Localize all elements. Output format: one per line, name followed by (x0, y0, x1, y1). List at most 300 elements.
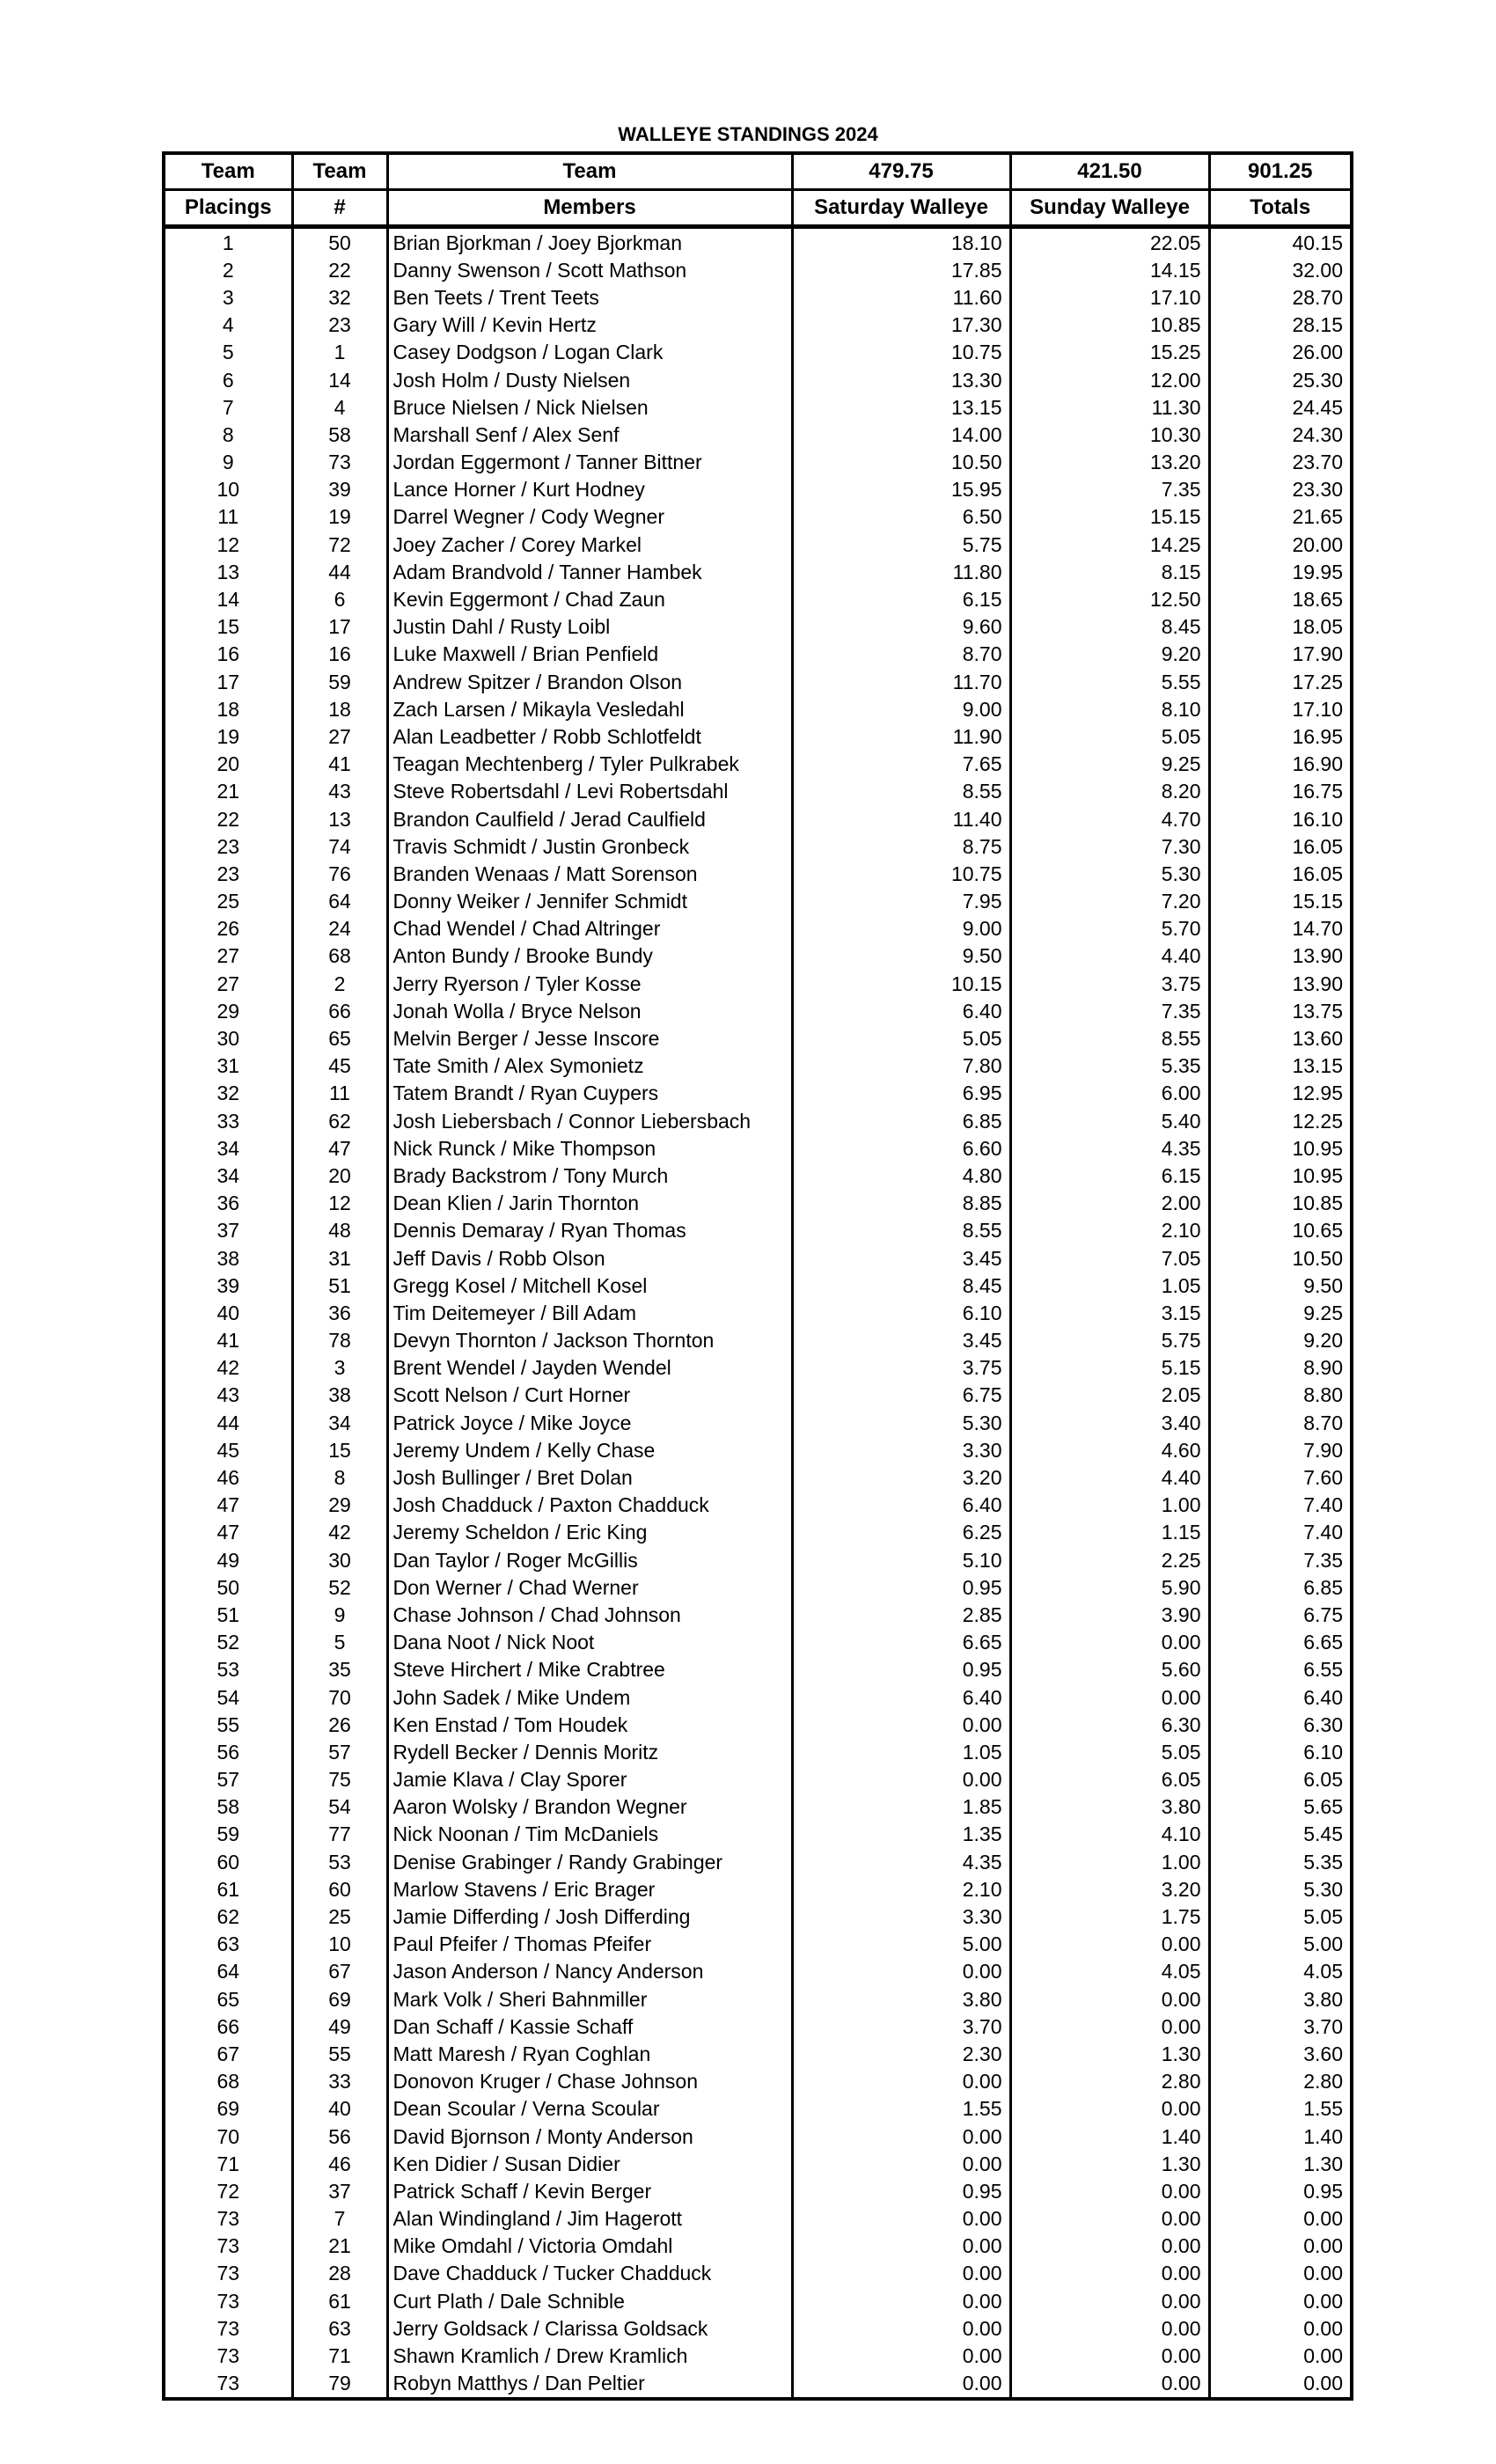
table-row (164, 585, 1352, 612)
header-placings: Placings (164, 190, 292, 227)
team-number-cell: 64 (292, 888, 387, 915)
members-cell: Brady Backstrom / Tony Murch (387, 1162, 792, 1189)
placing-cell: 56 (164, 1738, 292, 1765)
team-number-cell: 12 (292, 1190, 387, 1217)
sunday-cell: 0.00 (1010, 1931, 1209, 1958)
totals-cell: 10.95 (1209, 1134, 1352, 1162)
saturday-cell: 9.00 (792, 695, 1010, 722)
table-row (164, 1848, 1352, 1875)
table-row (164, 1875, 1352, 1903)
totals-cell: 32.00 (1209, 256, 1352, 283)
placing-cell: 60 (164, 1848, 292, 1875)
team-number-cell: 67 (292, 1958, 387, 1985)
sunday-cell: 1.05 (1010, 1272, 1209, 1299)
totals-cell: 7.40 (1209, 1519, 1352, 1546)
team-number-cell: 28 (292, 2260, 387, 2287)
sunday-cell: 8.10 (1010, 695, 1209, 722)
saturday-cell: 17.85 (792, 256, 1010, 283)
totals-cell: 6.75 (1209, 1601, 1352, 1628)
members-cell: Danny Swenson / Scott Mathson (387, 256, 792, 283)
members-cell: Patrick Schaff / Kevin Berger (387, 2177, 792, 2204)
header-saturday: Saturday Walleye (792, 190, 1010, 227)
sunday-cell: 1.30 (1010, 2040, 1209, 2067)
table-row (164, 227, 1352, 257)
members-cell: Alan Windingland / Jim Hagerott (387, 2205, 792, 2233)
sunday-cell: 6.30 (1010, 1711, 1209, 1738)
team-number-cell: 5 (292, 1629, 387, 1656)
members-cell: Jerry Goldsack / Clarissa Goldsack (387, 2314, 792, 2342)
totals-cell: 6.30 (1209, 1711, 1352, 1738)
placing-cell: 73 (164, 2342, 292, 2369)
saturday-cell: 18.10 (792, 227, 1010, 257)
team-number-cell: 22 (292, 256, 387, 283)
placing-cell: 47 (164, 1492, 292, 1519)
sunday-cell: 0.00 (1010, 2370, 1209, 2399)
members-cell: Travis Schmidt / Justin Gronbeck (387, 832, 792, 860)
table-row (164, 1985, 1352, 2013)
placing-cell: 34 (164, 1162, 292, 1189)
saturday-cell: 6.40 (792, 997, 1010, 1024)
sunday-cell: 5.05 (1010, 722, 1209, 750)
sunday-cell: 0.00 (1010, 2233, 1209, 2260)
sunday-cell: 4.40 (1010, 942, 1209, 970)
members-cell: Justin Dahl / Rusty Loibl (387, 613, 792, 641)
placing-cell: 19 (164, 722, 292, 750)
table-row (164, 1190, 1352, 1217)
saturday-cell: 6.65 (792, 1629, 1010, 1656)
members-cell: Donny Weiker / Jennifer Schmidt (387, 888, 792, 915)
table-row (164, 2233, 1352, 2260)
sunday-cell: 17.10 (1010, 283, 1209, 311)
sunday-cell: 6.00 (1010, 1080, 1209, 1107)
members-cell: Jerry Ryerson / Tyler Kosse (387, 970, 792, 997)
members-cell: Donovon Kruger / Chase Johnson (387, 2068, 792, 2095)
saturday-cell: 0.95 (792, 1573, 1010, 1601)
totals-cell: 3.60 (1209, 2040, 1352, 2067)
saturday-cell: 6.40 (792, 1492, 1010, 1519)
team-number-cell: 2 (292, 970, 387, 997)
members-cell: Branden Wenaas / Matt Sorenson (387, 860, 792, 887)
team-number-cell: 76 (292, 860, 387, 887)
members-cell: Luke Maxwell / Brian Penfield (387, 641, 792, 668)
placing-cell: 14 (164, 585, 292, 612)
totals-cell: 7.90 (1209, 1436, 1352, 1463)
team-number-cell: 8 (292, 1463, 387, 1491)
placing-cell: 40 (164, 1299, 292, 1326)
team-number-cell: 24 (292, 915, 387, 942)
members-cell: Don Werner / Chad Werner (387, 1573, 792, 1601)
sunday-cell: 8.20 (1010, 778, 1209, 805)
totals-cell: 20.00 (1209, 531, 1352, 558)
team-number-cell: 49 (292, 2013, 387, 2040)
members-cell: Josh Liebersbach / Connor Liebersbach (387, 1107, 792, 1134)
sunday-cell: 4.10 (1010, 1821, 1209, 1848)
table-row (164, 1629, 1352, 1656)
totals-cell: 4.05 (1209, 1958, 1352, 1985)
totals-cell: 0.00 (1209, 2287, 1352, 2314)
saturday-cell: 6.85 (792, 1107, 1010, 1134)
placing-cell: 10 (164, 476, 292, 503)
saturday-cell: 10.75 (792, 339, 1010, 366)
table-row (164, 2123, 1352, 2150)
totals-cell: 23.30 (1209, 476, 1352, 503)
saturday-cell: 3.30 (792, 1903, 1010, 1930)
members-cell: Brian Bjorkman / Joey Bjorkman (387, 227, 792, 257)
team-number-cell: 11 (292, 1080, 387, 1107)
table-row (164, 256, 1352, 283)
placing-cell: 8 (164, 421, 292, 448)
team-number-cell: 72 (292, 531, 387, 558)
table-row (164, 1958, 1352, 1985)
members-cell: Nick Noonan / Tim McDaniels (387, 1821, 792, 1848)
totals-cell: 2.80 (1209, 2068, 1352, 2095)
totals-cell: 6.10 (1209, 1738, 1352, 1765)
sunday-cell: 3.15 (1010, 1299, 1209, 1326)
members-cell: David Bjornson / Monty Anderson (387, 2123, 792, 2150)
sunday-cell: 0.00 (1010, 2177, 1209, 2204)
header-sunday-total: 421.50 (1010, 153, 1209, 190)
table-row (164, 997, 1352, 1024)
totals-cell: 40.15 (1209, 227, 1352, 257)
table-row (164, 2013, 1352, 2040)
table-row (164, 1738, 1352, 1765)
saturday-cell: 9.50 (792, 942, 1010, 970)
totals-cell: 5.05 (1209, 1903, 1352, 1930)
saturday-cell: 8.45 (792, 1272, 1010, 1299)
members-cell: Bruce Nielsen / Nick Nielsen (387, 393, 792, 421)
sunday-cell: 7.20 (1010, 888, 1209, 915)
header-team-number-top: Team (292, 153, 387, 190)
sunday-cell: 5.75 (1010, 1327, 1209, 1354)
standings-table (162, 151, 1353, 2401)
placing-cell: 27 (164, 970, 292, 997)
members-cell: Anton Bundy / Brooke Bundy (387, 942, 792, 970)
table-row (164, 1821, 1352, 1848)
placing-cell: 70 (164, 2123, 292, 2150)
sunday-cell: 13.20 (1010, 449, 1209, 476)
table-row (164, 1931, 1352, 1958)
placing-cell: 73 (164, 2370, 292, 2399)
members-cell: Denise Grabinger / Randy Grabinger (387, 1848, 792, 1875)
sunday-cell: 1.30 (1010, 2150, 1209, 2177)
saturday-cell: 0.00 (792, 2260, 1010, 2287)
totals-cell: 25.30 (1209, 366, 1352, 393)
totals-cell: 19.95 (1209, 558, 1352, 585)
members-cell: Patrick Joyce / Mike Joyce (387, 1409, 792, 1436)
totals-cell: 5.30 (1209, 1875, 1352, 1903)
table-row (164, 1134, 1352, 1162)
placing-cell: 61 (164, 1875, 292, 1903)
placing-cell: 52 (164, 1629, 292, 1656)
team-number-cell: 65 (292, 1024, 387, 1052)
team-number-cell: 37 (292, 2177, 387, 2204)
placing-cell: 11 (164, 503, 292, 531)
placing-cell: 9 (164, 449, 292, 476)
sunday-cell: 11.30 (1010, 393, 1209, 421)
placing-cell: 23 (164, 860, 292, 887)
team-number-cell: 56 (292, 2123, 387, 2150)
totals-cell: 6.85 (1209, 1573, 1352, 1601)
members-cell: Nick Runck / Mike Thompson (387, 1134, 792, 1162)
sunday-cell: 5.30 (1010, 860, 1209, 887)
team-number-cell: 70 (292, 1683, 387, 1711)
placing-cell: 73 (164, 2233, 292, 2260)
placing-cell: 73 (164, 2287, 292, 2314)
team-number-cell: 32 (292, 283, 387, 311)
team-number-cell: 44 (292, 558, 387, 585)
placing-cell: 54 (164, 1683, 292, 1711)
totals-cell: 6.65 (1209, 1629, 1352, 1656)
placing-cell: 37 (164, 1217, 292, 1244)
team-number-cell: 42 (292, 1519, 387, 1546)
saturday-cell: 3.45 (792, 1327, 1010, 1354)
sunday-cell: 5.05 (1010, 1738, 1209, 1765)
placing-cell: 62 (164, 1903, 292, 1930)
members-cell: Dean Klien / Jarin Thornton (387, 1190, 792, 1217)
saturday-cell: 9.00 (792, 915, 1010, 942)
team-number-cell: 69 (292, 1985, 387, 2013)
table-row (164, 778, 1352, 805)
placing-cell: 5 (164, 339, 292, 366)
members-cell: Melvin Berger / Jesse Inscore (387, 1024, 792, 1052)
table-row (164, 531, 1352, 558)
members-cell: Brent Wendel / Jayden Wendel (387, 1354, 792, 1382)
team-number-cell: 54 (292, 1793, 387, 1821)
members-cell: Aaron Wolsky / Brandon Wegner (387, 1793, 792, 1821)
team-number-cell: 7 (292, 2205, 387, 2233)
sunday-cell: 4.35 (1010, 1134, 1209, 1162)
totals-cell: 6.55 (1209, 1656, 1352, 1683)
members-cell: Chad Wendel / Chad Altringer (387, 915, 792, 942)
header-sunday: Sunday Walleye (1010, 190, 1209, 227)
placing-cell: 69 (164, 2095, 292, 2123)
placing-cell: 43 (164, 1382, 292, 1409)
table-body (164, 227, 1352, 2399)
saturday-cell: 6.50 (792, 503, 1010, 531)
totals-cell: 1.55 (1209, 2095, 1352, 2123)
members-cell: Casey Dodgson / Logan Clark (387, 339, 792, 366)
team-number-cell: 25 (292, 1903, 387, 1930)
table-row (164, 2205, 1352, 2233)
members-cell: Lance Horner / Kurt Hodney (387, 476, 792, 503)
table-row (164, 1052, 1352, 1080)
totals-cell: 3.80 (1209, 1985, 1352, 2013)
saturday-cell: 6.60 (792, 1134, 1010, 1162)
table-row (164, 970, 1352, 997)
saturday-cell: 3.70 (792, 2013, 1010, 2040)
table-row (164, 1463, 1352, 1491)
sunday-cell: 5.35 (1010, 1052, 1209, 1080)
saturday-cell: 3.20 (792, 1463, 1010, 1491)
table-row (164, 1436, 1352, 1463)
placing-cell: 36 (164, 1190, 292, 1217)
totals-cell: 18.05 (1209, 613, 1352, 641)
placing-cell: 25 (164, 888, 292, 915)
table-row (164, 558, 1352, 585)
sunday-cell: 0.00 (1010, 2314, 1209, 2342)
sunday-cell: 1.00 (1010, 1492, 1209, 1519)
header-saturday-total: 479.75 (792, 153, 1010, 190)
sunday-cell: 0.00 (1010, 2260, 1209, 2287)
header-totals: Totals (1209, 190, 1352, 227)
members-cell: Dan Taylor / Roger McGillis (387, 1546, 792, 1573)
table-row (164, 1573, 1352, 1601)
saturday-cell: 6.10 (792, 1299, 1010, 1326)
placing-cell: 55 (164, 1711, 292, 1738)
members-cell: Zach Larsen / Mikayla Vesledahl (387, 695, 792, 722)
table-row (164, 366, 1352, 393)
members-cell: Dean Scoular / Verna Scoular (387, 2095, 792, 2123)
sunday-cell: 1.00 (1010, 1848, 1209, 1875)
sunday-cell: 0.00 (1010, 1985, 1209, 2013)
sunday-cell: 5.90 (1010, 1573, 1209, 1601)
table-row (164, 751, 1352, 778)
totals-cell: 7.35 (1209, 1546, 1352, 1573)
sunday-cell: 10.85 (1010, 312, 1209, 339)
placing-cell: 39 (164, 1272, 292, 1299)
saturday-cell: 3.80 (792, 1985, 1010, 2013)
header-team-number: # (292, 190, 387, 227)
totals-cell: 6.05 (1209, 1766, 1352, 1793)
team-number-cell: 62 (292, 1107, 387, 1134)
team-number-cell: 40 (292, 2095, 387, 2123)
table-row (164, 1080, 1352, 1107)
table-row (164, 1656, 1352, 1683)
saturday-cell: 6.25 (792, 1519, 1010, 1546)
placing-cell: 67 (164, 2040, 292, 2067)
totals-cell: 10.65 (1209, 1217, 1352, 1244)
saturday-cell: 17.30 (792, 312, 1010, 339)
sunday-cell: 2.80 (1010, 2068, 1209, 2095)
sunday-cell: 14.25 (1010, 531, 1209, 558)
totals-cell: 3.70 (1209, 2013, 1352, 2040)
sunday-cell: 8.45 (1010, 613, 1209, 641)
team-number-cell: 38 (292, 1382, 387, 1409)
totals-cell: 13.90 (1209, 942, 1352, 970)
saturday-cell: 2.30 (792, 2040, 1010, 2067)
table-row (164, 1327, 1352, 1354)
saturday-cell: 0.00 (792, 2370, 1010, 2399)
team-number-cell: 77 (292, 1821, 387, 1848)
header-grand-total: 901.25 (1209, 153, 1352, 190)
table-header (164, 153, 1352, 227)
sunday-cell: 5.40 (1010, 1107, 1209, 1134)
saturday-cell: 0.95 (792, 1656, 1010, 1683)
saturday-cell: 0.00 (792, 1766, 1010, 1793)
placing-cell: 41 (164, 1327, 292, 1354)
members-cell: Tate Smith / Alex Symonietz (387, 1052, 792, 1080)
totals-cell: 13.15 (1209, 1052, 1352, 1080)
saturday-cell: 10.15 (792, 970, 1010, 997)
placing-cell: 47 (164, 1519, 292, 1546)
totals-cell: 12.95 (1209, 1080, 1352, 1107)
totals-cell: 18.65 (1209, 585, 1352, 612)
sunday-cell: 7.30 (1010, 832, 1209, 860)
saturday-cell: 11.70 (792, 668, 1010, 695)
members-cell: Jamie Klava / Clay Sporer (387, 1766, 792, 1793)
sunday-cell: 1.40 (1010, 2123, 1209, 2150)
members-cell: Jonah Wolla / Bryce Nelson (387, 997, 792, 1024)
team-number-cell: 61 (292, 2287, 387, 2314)
placing-cell: 26 (164, 915, 292, 942)
totals-cell: 6.40 (1209, 1683, 1352, 1711)
team-number-cell: 68 (292, 942, 387, 970)
placing-cell: 72 (164, 2177, 292, 2204)
members-cell: Marlow Stavens / Eric Brager (387, 1875, 792, 1903)
sunday-cell: 15.25 (1010, 339, 1209, 366)
saturday-cell: 8.75 (792, 832, 1010, 860)
totals-cell: 0.00 (1209, 2370, 1352, 2399)
team-number-cell: 14 (292, 366, 387, 393)
members-cell: Jamie Differding / Josh Differding (387, 1903, 792, 1930)
members-cell: Jeff Davis / Robb Olson (387, 1244, 792, 1272)
team-number-cell: 60 (292, 1875, 387, 1903)
table-row (164, 1217, 1352, 1244)
saturday-cell: 5.30 (792, 1409, 1010, 1436)
table-row (164, 1601, 1352, 1628)
table-row (164, 1162, 1352, 1189)
sunday-cell: 10.30 (1010, 421, 1209, 448)
team-number-cell: 35 (292, 1656, 387, 1683)
header-row-1 (164, 153, 1352, 190)
placing-cell: 1 (164, 227, 292, 257)
sunday-cell: 15.15 (1010, 503, 1209, 531)
team-number-cell: 50 (292, 227, 387, 257)
saturday-cell: 0.00 (792, 2287, 1010, 2314)
team-number-cell: 29 (292, 1492, 387, 1519)
saturday-cell: 6.40 (792, 1683, 1010, 1711)
placing-cell: 15 (164, 613, 292, 641)
placing-cell: 38 (164, 1244, 292, 1272)
page-title: WALLEYE STANDINGS 2024 (618, 123, 878, 145)
saturday-cell: 8.55 (792, 778, 1010, 805)
team-number-cell: 30 (292, 1546, 387, 1573)
sunday-cell: 4.70 (1010, 805, 1209, 832)
sunday-cell: 4.40 (1010, 1463, 1209, 1491)
members-cell: Dan Schaff / Kassie Schaff (387, 2013, 792, 2040)
sunday-cell: 7.05 (1010, 1244, 1209, 1272)
team-number-cell: 23 (292, 312, 387, 339)
placing-cell: 73 (164, 2260, 292, 2287)
placing-cell: 42 (164, 1354, 292, 1382)
members-cell: Ken Didier / Susan Didier (387, 2150, 792, 2177)
team-number-cell: 16 (292, 641, 387, 668)
saturday-cell: 0.00 (792, 1711, 1010, 1738)
sunday-cell: 9.20 (1010, 641, 1209, 668)
saturday-cell: 7.80 (792, 1052, 1010, 1080)
placing-cell: 7 (164, 393, 292, 421)
table-row (164, 1299, 1352, 1326)
table-row (164, 1107, 1352, 1134)
table-row (164, 421, 1352, 448)
table-row (164, 1711, 1352, 1738)
sunday-cell: 5.70 (1010, 915, 1209, 942)
table-row (164, 1766, 1352, 1793)
team-number-cell: 18 (292, 695, 387, 722)
saturday-cell: 10.75 (792, 860, 1010, 887)
placing-cell: 45 (164, 1436, 292, 1463)
table-row (164, 1382, 1352, 1409)
members-cell: Josh Bullinger / Bret Dolan (387, 1463, 792, 1491)
table-row (164, 641, 1352, 668)
table-row (164, 2095, 1352, 2123)
placing-cell: 23 (164, 832, 292, 860)
placing-cell: 58 (164, 1793, 292, 1821)
saturday-cell: 8.85 (792, 1190, 1010, 1217)
members-cell: Rydell Becker / Dennis Moritz (387, 1738, 792, 1765)
members-cell: Alan Leadbetter / Robb Schlotfeldt (387, 722, 792, 750)
saturday-cell: 11.90 (792, 722, 1010, 750)
